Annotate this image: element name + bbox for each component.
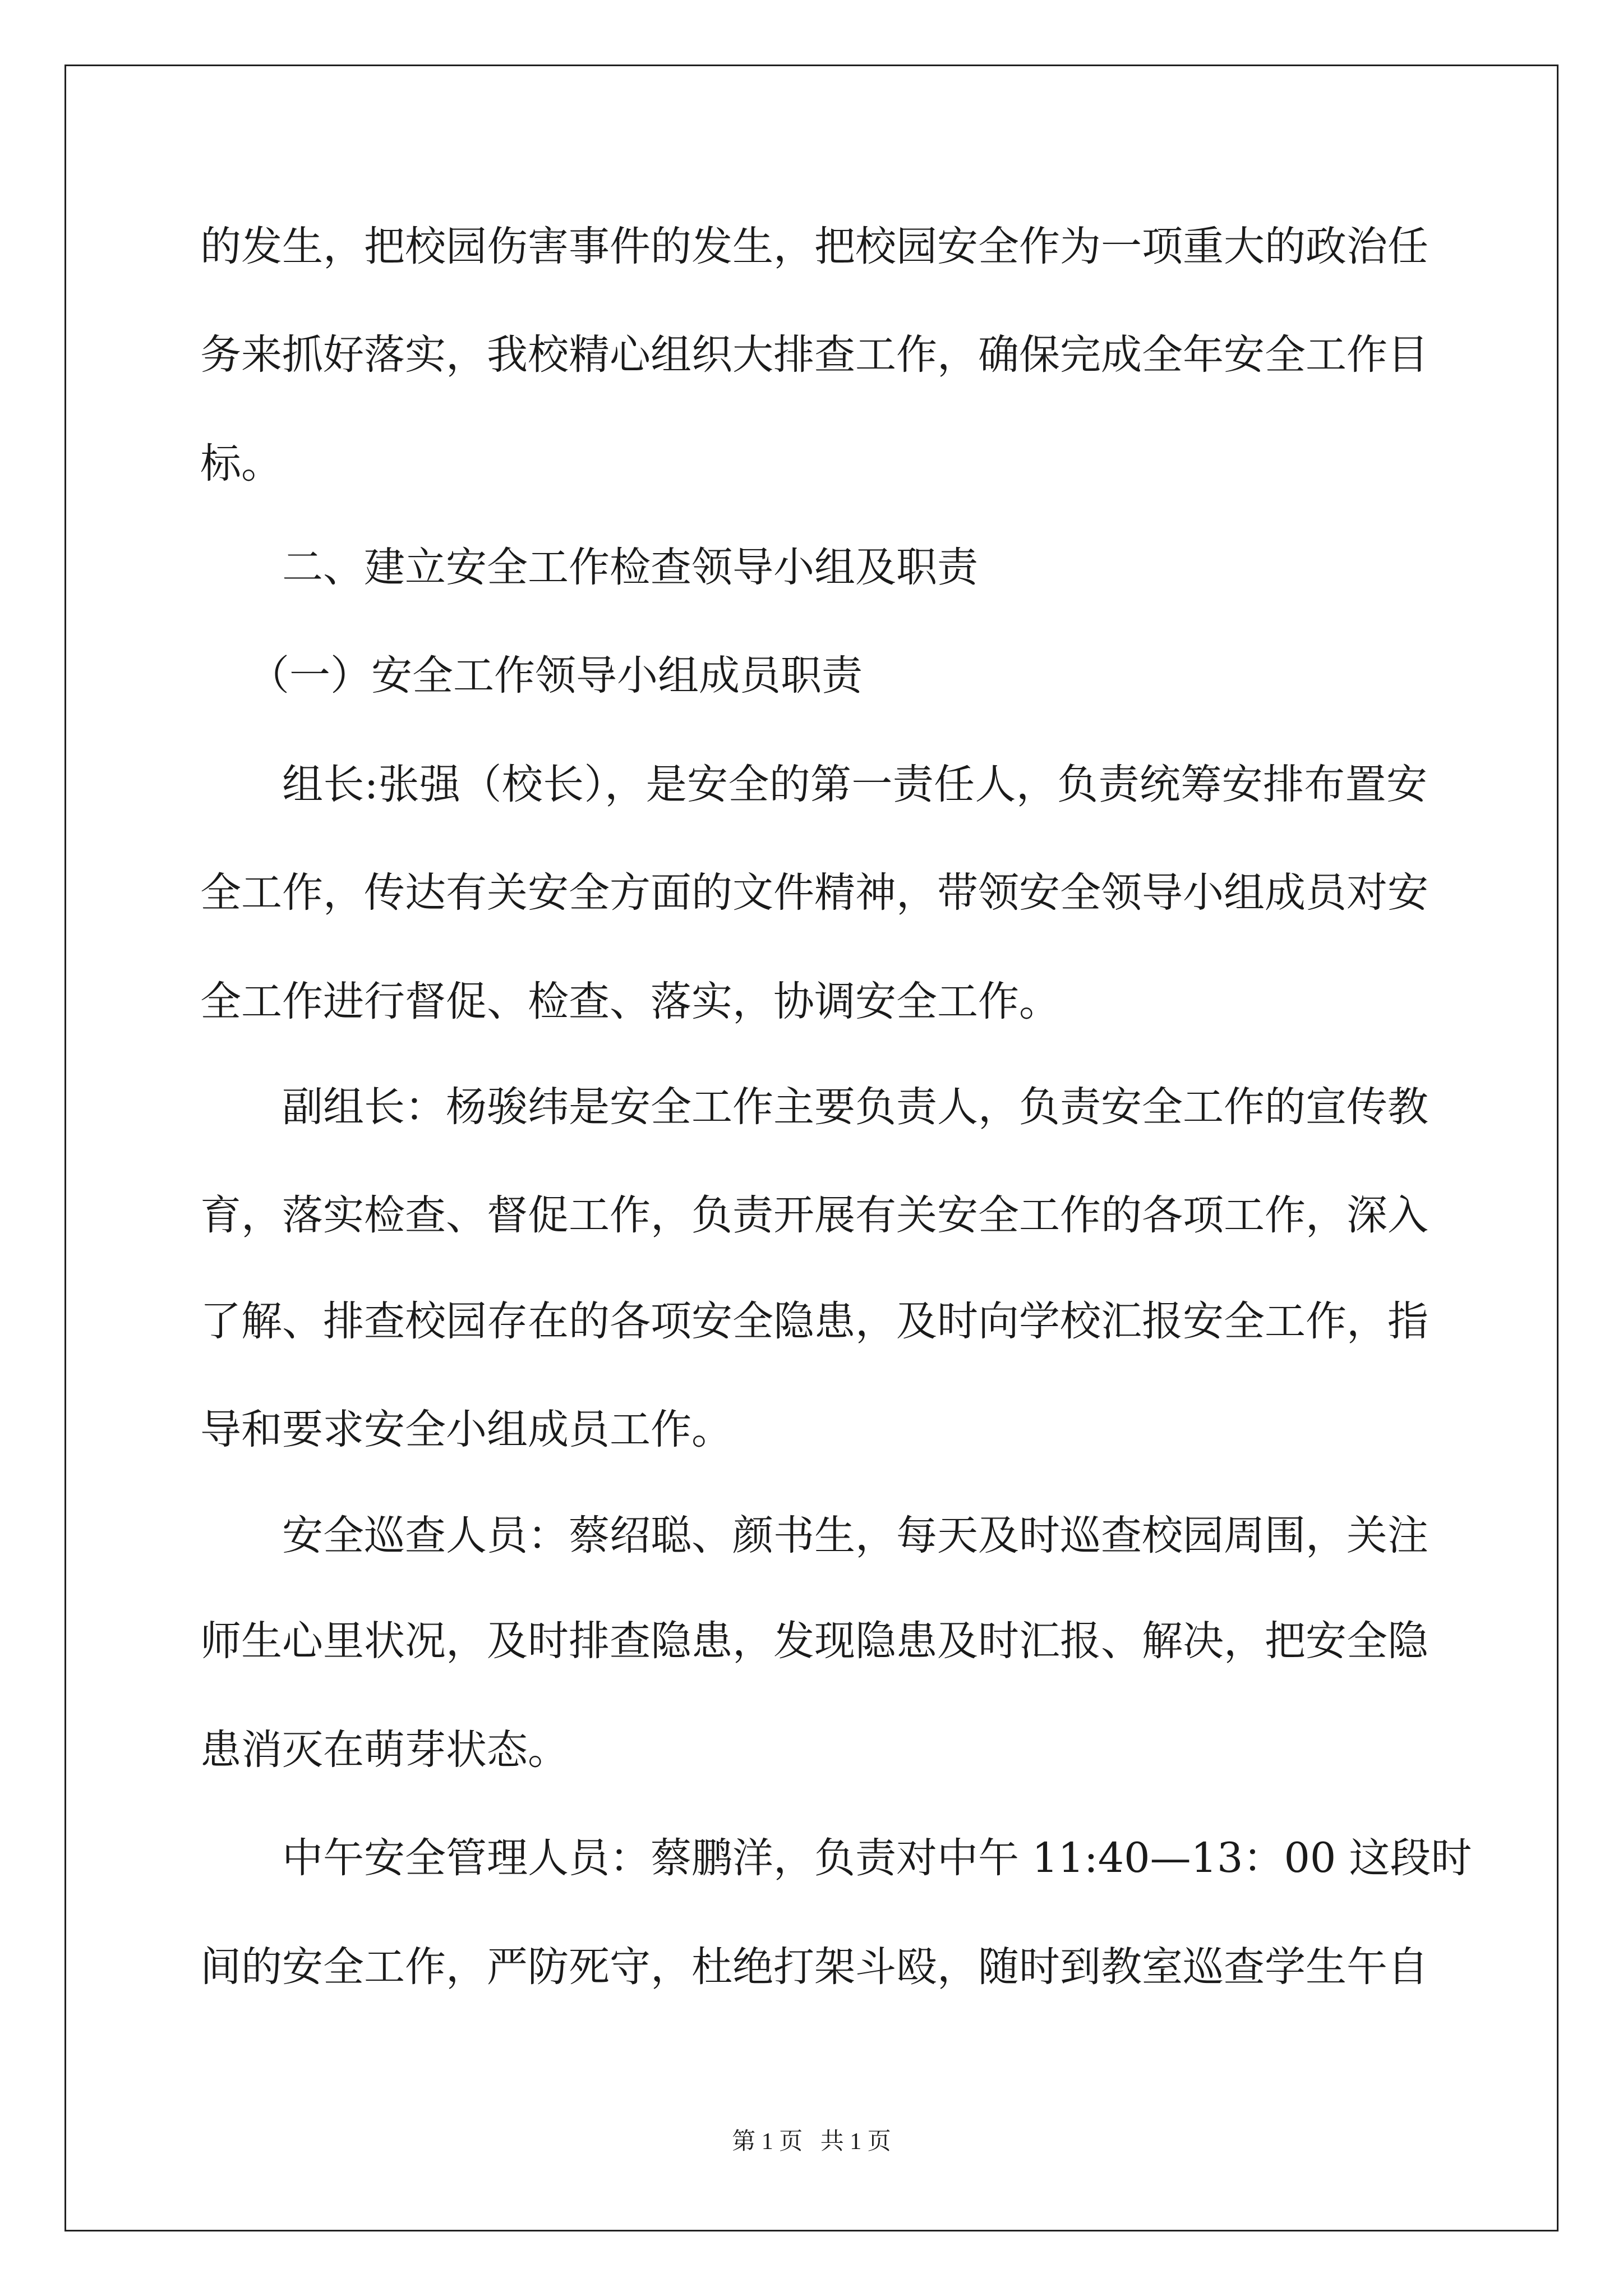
- paragraph-line: 全工作进行督促、检查、落实，协调安全工作。: [200, 978, 1060, 1025]
- paragraph-line: 患消灭在萌芽状态。: [200, 1726, 569, 1774]
- section-heading: 二、建立安全工作检查领导小组及职责: [282, 544, 978, 591]
- page-border: [64, 65, 1559, 2231]
- paragraph-line: 组长:张强（校长），是安全的第一责任人，负责统筹安排布置安: [282, 761, 1427, 808]
- paragraph-line: 间的安全工作，严防死守，杜绝打架斗殴，随时到教室巡查学生午自: [200, 1943, 1428, 1991]
- subsection-heading: （一）安全工作领导小组成员职责: [248, 652, 863, 700]
- paragraph-line: 安全巡查人员：蔡绍聪、颜书生，每天及时巡查校园周围，关注: [282, 1512, 1428, 1559]
- paragraph-line: 中午安全管理人员：蔡鹏洋，负责对中午 11:40—13：00 这段时: [282, 1834, 1472, 1882]
- paragraph-line: 副组长：杨骏纬是安全工作主要负责人，负责安全工作的宣传教: [282, 1083, 1428, 1131]
- paragraph-line: 师生心里状况，及时排查隐患，发现隐患及时汇报、解决，把安全隐: [200, 1617, 1428, 1665]
- paragraph-line: 标。: [200, 440, 282, 487]
- paragraph-line: 全工作，传达有关安全方面的文件精神，带领安全领导小组成员对安: [200, 869, 1428, 917]
- paragraph-line: 导和要求安全小组成员工作。: [200, 1406, 732, 1453]
- page-footer: [0, 2125, 1623, 2159]
- page-number: 第 1 页 共 1 页: [732, 2129, 891, 2155]
- paragraph-line: 务来抓好落实，我校精心组织大排查工作，确保完成全年安全工作目: [200, 331, 1428, 379]
- paragraph-line: 育，落实检查、督促工作，负责开展有关安全工作的各项工作，深入: [200, 1191, 1428, 1239]
- paragraph-line: 了解、排查校园存在的各项安全隐患，及时向学校汇报安全工作，指: [200, 1297, 1428, 1345]
- paragraph-line: 的发生，把校园伤害事件的发生，把校园安全作为一项重大的政治任: [200, 223, 1428, 270]
